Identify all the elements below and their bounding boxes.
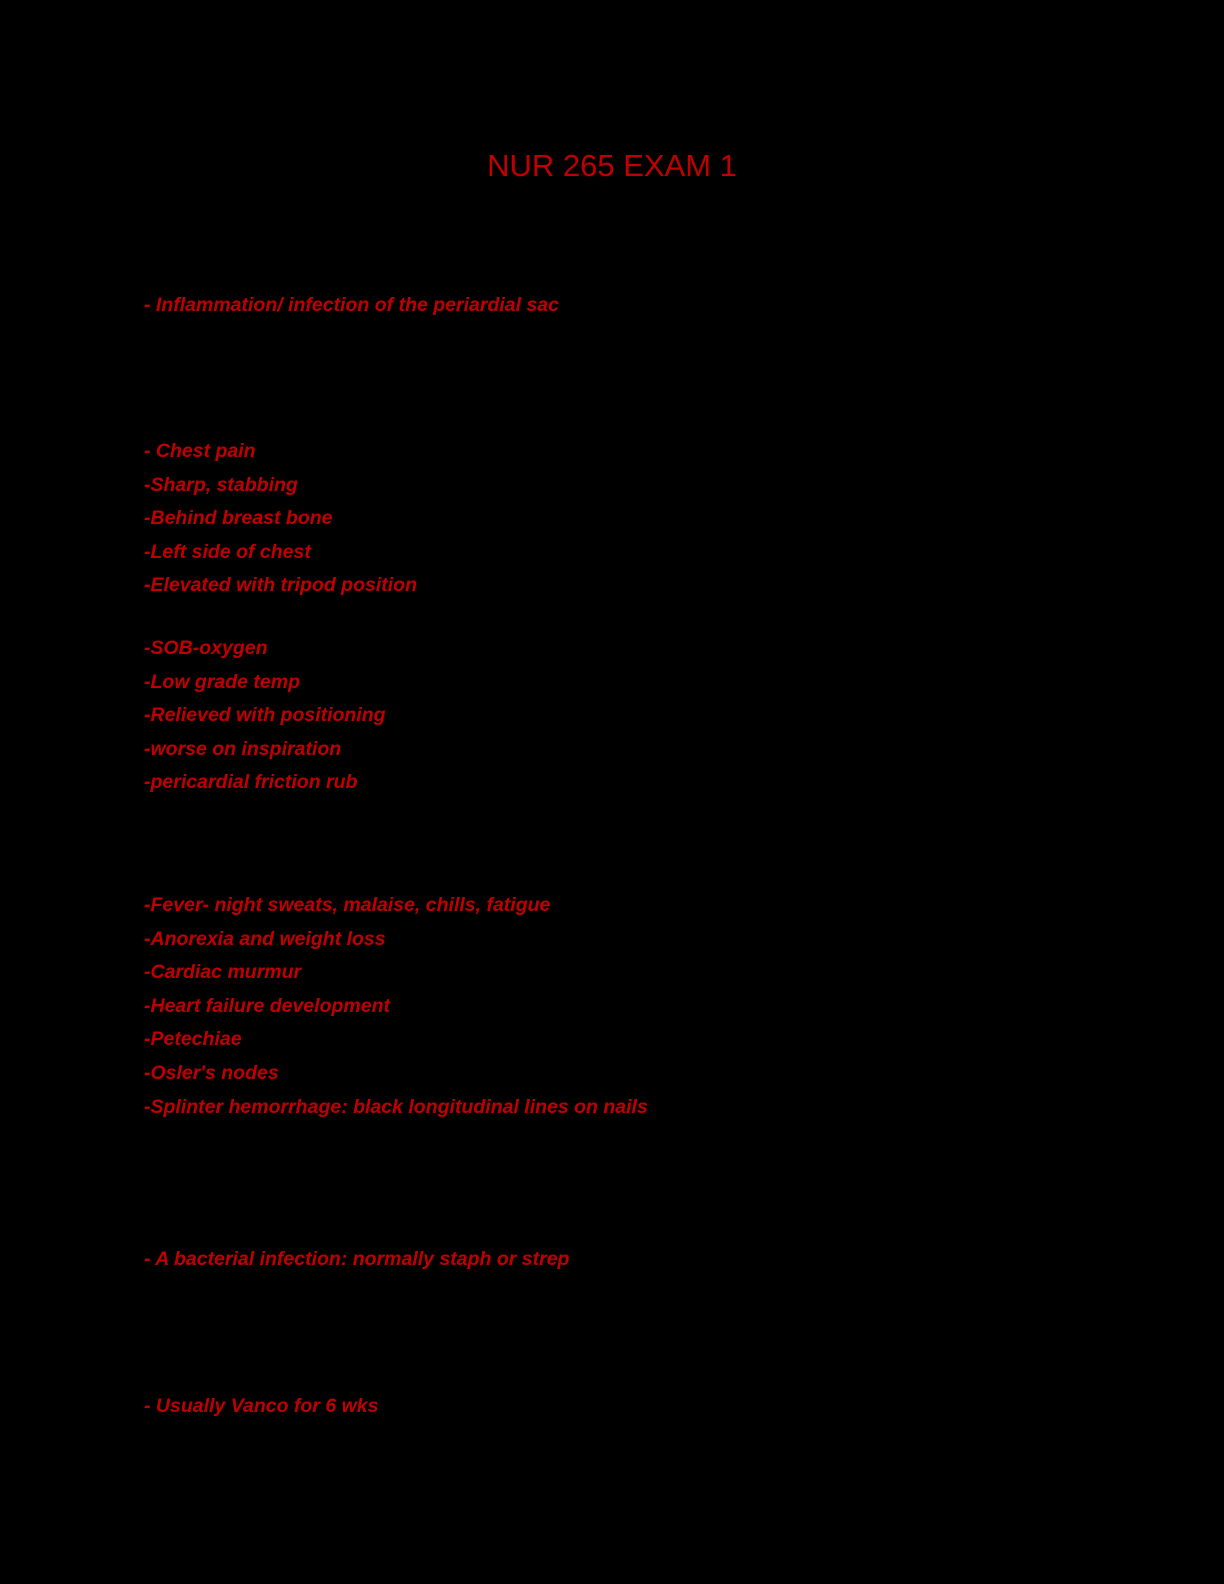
section-endocarditis-signs: [144, 889, 648, 1124]
section-chest-pain: [144, 435, 417, 603]
text-line: -Osler's nodes: [144, 1061, 279, 1084]
section-definition: [144, 289, 559, 323]
section-cause: [144, 1243, 569, 1277]
text-line: - Chest pain: [144, 440, 256, 462]
text-line: -Elevated with tripod position: [144, 574, 417, 597]
text-line: -Behind breast bone: [144, 507, 333, 530]
section-treatment: [144, 1390, 378, 1424]
text-line: -Petechiae: [144, 1028, 242, 1051]
text-line: - Usually Vanco for 6 wks: [144, 1395, 379, 1417]
section-symptoms: [144, 632, 386, 800]
document-title: NUR 265 EXAM 1: [487, 148, 737, 183]
text-line: -Heart failure development: [144, 994, 390, 1017]
text-line: -Left side of chest: [144, 540, 311, 563]
text-line: -Splinter hemorrhage: black longitudinal lines on nails: [144, 1095, 648, 1118]
text-line: -pericardial friction rub: [144, 771, 358, 794]
text-line: -Relieved with positioning: [144, 704, 386, 727]
text-line: -SOB-oxygen: [144, 637, 268, 659]
text-line: -Fever- night sweats, malaise, chills, fatigue: [144, 894, 551, 916]
text-line: - A bacterial infection: normally staph or strep: [144, 1248, 570, 1270]
text-line: -worse on inspiration: [144, 737, 342, 760]
text-line: -Low grade temp: [144, 670, 301, 693]
text-line: -Anorexia and weight loss: [144, 927, 386, 950]
text-line: - Inflammation/ infection of the periardial sac: [144, 294, 559, 316]
text-line: -Cardiac murmur: [144, 961, 302, 984]
text-line: -Sharp, stabbing: [144, 473, 298, 496]
